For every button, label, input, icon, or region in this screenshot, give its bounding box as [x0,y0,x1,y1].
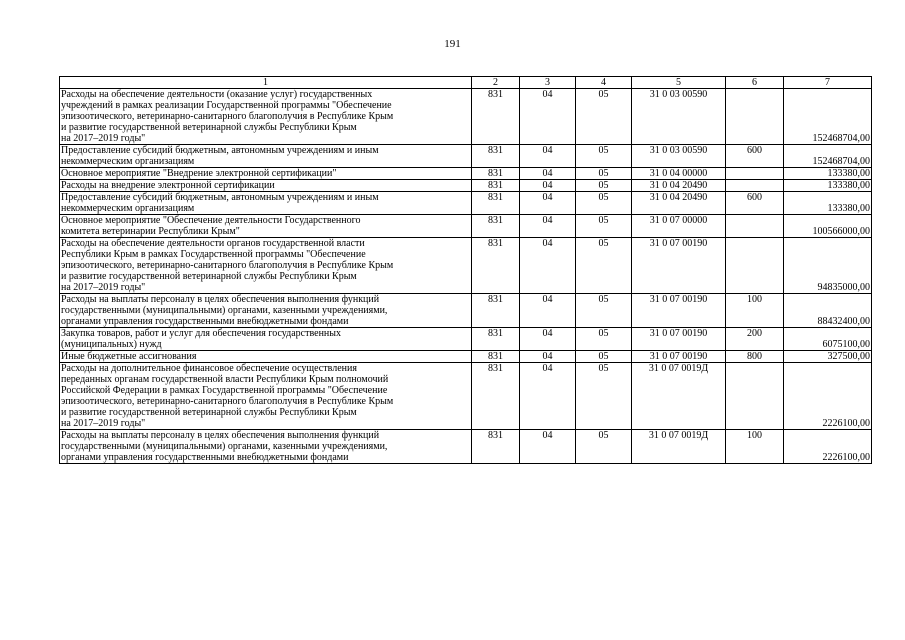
description-line: Расходы на выплаты персоналу в целях обеспечения выполнения функций [61,294,380,305]
amount-cell: 2226100,00 [784,363,872,430]
description-line: государственными (муниципальными) органами, казенными учреждениями, [61,441,388,452]
description-line: органами управления государственными внебюджетными фондами [61,316,349,327]
subsection-code-cell: 05 [576,363,632,430]
table-header-row [60,77,872,89]
target-article-cell: 31 0 07 00190 [632,328,726,351]
table-row [60,294,872,328]
header-cell: 1 [60,77,472,89]
subsection-code-cell: 05 [576,145,632,168]
description-line: переданных органам государственной власти Республики Крым полномочий [61,374,389,385]
table-row [60,168,872,180]
section-code-cell: 04 [520,180,576,192]
target-article-cell: 31 0 03 00590 [632,89,726,145]
description-line: на 2017–2019 годы" [61,418,146,429]
header-cell: 7 [784,77,872,89]
subsection-code-cell: 05 [576,215,632,238]
section-code-cell: 04 [520,215,576,238]
subsection-code-cell: 05 [576,168,632,180]
table-row [60,192,872,215]
expense-type-cell: 600 [726,145,784,168]
description-line: на 2017–2019 годы" [61,282,146,293]
page-number: 191 [444,38,461,50]
ministry-code-cell: 831 [472,363,520,430]
amount-cell: 100566000,00 [784,215,872,238]
ministry-code-cell: 831 [472,351,520,363]
table-row [60,238,872,294]
subsection-code-cell: 05 [576,180,632,192]
ministry-code-cell: 831 [472,89,520,145]
ministry-code-cell: 831 [472,192,520,215]
description-line: Основное мероприятие "Обеспечение деятельности Государственного [61,215,361,226]
expense-description-cell [60,180,472,192]
amount-cell: 88432400,00 [784,294,872,328]
target-article-cell: 31 0 07 00190 [632,238,726,294]
amount-cell: 94835000,00 [784,238,872,294]
expense-type-cell: 100 [726,430,784,464]
expense-description-cell [60,192,472,215]
section-code-cell: 04 [520,89,576,145]
description-line: и развитие государственной ветеринарной службы Республики Крым [61,271,357,282]
description-line: эпизоотического, ветеринарно-санитарного благополучия в Республике Крым [61,111,394,122]
subsection-code-cell: 05 [576,238,632,294]
table-row [60,215,872,238]
description-line: Расходы на обеспечение деятельности органов государственной власти [61,238,365,249]
amount-cell: 133380,00 [784,180,872,192]
target-article-cell: 31 0 03 00590 [632,145,726,168]
expense-type-cell: 100 [726,294,784,328]
section-code-cell: 04 [520,168,576,180]
description-line: Основное мероприятие "Внедрение электронной сертификации" [61,168,337,179]
header-cell: 5 [632,77,726,89]
section-code-cell: 04 [520,294,576,328]
table-row [60,145,872,168]
description-line: Республики Крым в рамках Государственной программы "Обеспечение [61,249,366,260]
description-line: Иные бюджетные ассигнования [61,351,197,362]
description-line: комитета ветеринарии Республики Крым" [61,226,240,237]
header-cell: 3 [520,77,576,89]
expense-type-cell [726,363,784,430]
subsection-code-cell: 05 [576,294,632,328]
header-cell: 6 [726,77,784,89]
expense-description-cell [60,145,472,168]
table-row [60,328,872,351]
table-row [60,89,872,145]
description-line: Расходы на обеспечение деятельности (оказание услуг) государственных [61,89,373,100]
expense-type-cell [726,215,784,238]
section-code-cell: 04 [520,145,576,168]
ministry-code-cell: 831 [472,328,520,351]
section-code-cell: 04 [520,363,576,430]
description-line: Расходы на внедрение электронной сертификации [61,180,275,191]
description-line: Российской Федерации в рамках Государственной программы "Обеспечение [61,385,388,396]
target-article-cell: 31 0 04 20490 [632,192,726,215]
section-code-cell: 04 [520,351,576,363]
description-line: и развитие государственной ветеринарной службы Республики Крым [61,122,357,133]
expense-description-cell [60,294,472,328]
ministry-code-cell: 831 [472,145,520,168]
description-line: органами управления государственными внебюджетными фондами [61,452,349,463]
subsection-code-cell: 05 [576,328,632,351]
target-article-cell: 31 0 07 0019Д [632,363,726,430]
amount-cell: 152468704,00 [784,89,872,145]
description-line: (муниципальных) нужд [61,339,162,350]
expense-type-cell [726,168,784,180]
expense-description-cell [60,89,472,145]
target-article-cell: 31 0 07 0019Д [632,430,726,464]
expense-description-cell [60,363,472,430]
description-line: эпизоотического, ветеринарно-санитарного благополучия в Республике Крым [61,396,394,407]
description-line: Предоставление субсидий бюджетным, автономным учреждениям и иным [61,145,379,156]
description-line: на 2017–2019 годы" [61,133,146,144]
expense-type-cell: 800 [726,351,784,363]
section-code-cell: 04 [520,192,576,215]
budget-table [59,76,872,464]
amount-cell: 133380,00 [784,168,872,180]
target-article-cell: 31 0 07 00000 [632,215,726,238]
section-code-cell: 04 [520,328,576,351]
subsection-code-cell: 05 [576,89,632,145]
target-article-cell: 31 0 07 00190 [632,294,726,328]
expense-type-cell: 600 [726,192,784,215]
expense-description-cell [60,215,472,238]
table-row [60,180,872,192]
ministry-code-cell: 831 [472,238,520,294]
description-line: учреждений в рамках реализации Государственной программы "Обеспечение [61,100,392,111]
expense-type-cell [726,180,784,192]
expense-type-cell [726,89,784,145]
expense-description-cell [60,238,472,294]
amount-cell: 327500,00 [784,351,872,363]
expense-description-cell [60,351,472,363]
description-line: некоммерческим организациям [61,203,195,214]
description-line: некоммерческим организациям [61,156,195,167]
ministry-code-cell: 831 [472,168,520,180]
section-code-cell: 04 [520,430,576,464]
ministry-code-cell: 831 [472,180,520,192]
description-line: Предоставление субсидий бюджетным, автономным учреждениям и иным [61,192,379,203]
description-line: эпизоотического, ветеринарно-санитарного благополучия в Республике Крым [61,260,394,271]
target-article-cell: 31 0 07 00190 [632,351,726,363]
expense-description-cell [60,168,472,180]
expense-type-cell: 200 [726,328,784,351]
description-line: Расходы на дополнительное финансовое обеспечение осуществления [61,363,357,374]
ministry-code-cell: 831 [472,294,520,328]
subsection-code-cell: 05 [576,192,632,215]
expense-description-cell [60,328,472,351]
description-line: и развитие государственной ветеринарной службы Республики Крым [61,407,357,418]
expense-description-cell [60,430,472,464]
target-article-cell: 31 0 04 00000 [632,168,726,180]
description-line: Закупка товаров, работ и услуг для обеспечения государственных [61,328,342,339]
description-line: государственными (муниципальными) органами, казенными учреждениями, [61,305,388,316]
ministry-code-cell: 831 [472,215,520,238]
subsection-code-cell: 05 [576,351,632,363]
description-line: Расходы на выплаты персоналу в целях обеспечения выполнения функций [61,430,380,441]
header-cell: 4 [576,77,632,89]
amount-cell: 6075100,00 [784,328,872,351]
table-row [60,430,872,464]
ministry-code-cell: 831 [472,430,520,464]
header-cell: 2 [472,77,520,89]
table-row [60,351,872,363]
amount-cell: 133380,00 [784,192,872,215]
section-code-cell: 04 [520,238,576,294]
expense-type-cell [726,238,784,294]
amount-cell: 2226100,00 [784,430,872,464]
subsection-code-cell: 05 [576,430,632,464]
table-row [60,363,872,430]
amount-cell: 152468704,00 [784,145,872,168]
target-article-cell: 31 0 04 20490 [632,180,726,192]
